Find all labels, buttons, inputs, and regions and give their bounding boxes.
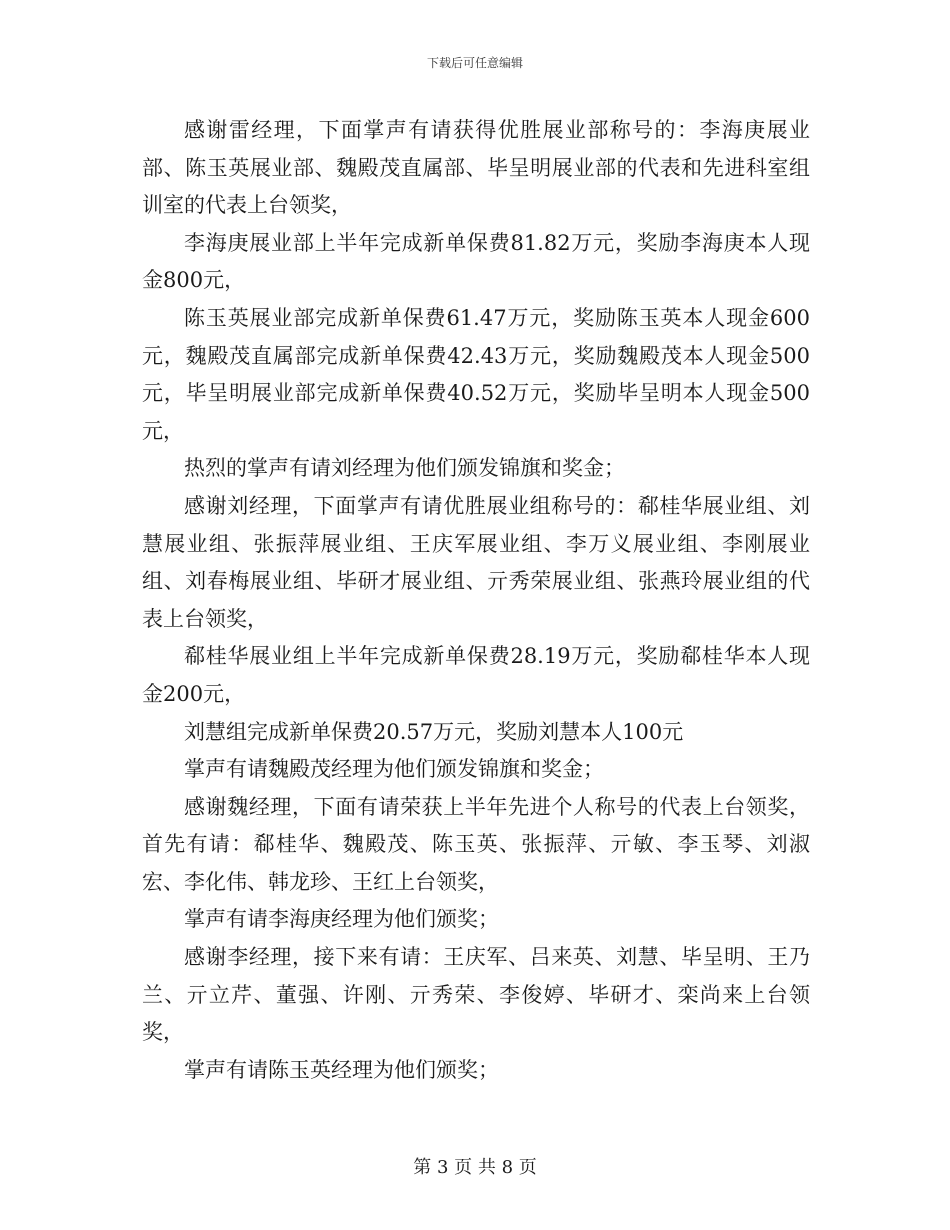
paragraph: 热烈的掌声有请刘经理为他们颁发锦旗和奖金；	[184, 456, 625, 481]
page-number-footer: 第 3 页 共 8 页	[413, 1157, 537, 1178]
page-header-note: 下载后可任意编辑	[426, 56, 523, 70]
paragraph: 感谢刘经理，下面掌声有请优胜展业组称号的：郗桂华展业组、刘慧展业组、张振萍展业组、王庆军展业组、李万义展业组、李刚展业组、刘春梅展业组、毕研才展业组、亓秀荣展业组、张燕玲展业组的代表上台领奖，	[142, 493, 810, 631]
paragraph: 掌声有请魏殿茂经理为他们颁发锦旗和奖金；	[184, 757, 604, 782]
paragraph: 陈玉英展业部完成新单保费61.47万元，奖励陈玉英本人现金600元，魏殿茂直属部完成新单保费42.43万元，奖励魏殿茂本人现金500元，毕呈明展业部完成新单保费40.52万元，奖励毕呈明本人现金500元，	[142, 305, 810, 443]
paragraph: 感谢雷经理，下面掌声有请获得优胜展业部称号的：李海庚展业部、陈玉英展业部、魏殿茂直属部、毕呈明展业部的代表和先进科室组训室的代表上台领奖，	[142, 118, 810, 218]
paragraph: 郗桂华展业组上半年完成新单保费28.19万元，奖励郗桂华本人现金200元，	[142, 644, 810, 706]
paragraph: 李海庚展业部上半年完成新单保费81.82万元，奖励李海庚本人现金800元，	[142, 230, 810, 293]
paragraph: 掌声有请李海庚经理为他们颁奖；	[184, 907, 499, 932]
paragraph: 感谢李经理，接下来有请：王庆军、吕来英、刘慧、毕呈明、王乃兰、亓立芹、董强、许刚、亓秀荣、李俊婷、毕研才、栾尚来上台领奖，	[142, 945, 810, 1045]
paragraph: 感谢魏经理，下面有请荣获上半年先进个人称号的代表上台领奖，首先有请：郗桂华、魏殿茂、陈玉英、张振萍、亓敏、李玉琴、刘淑宏、李化伟、韩龙珍、王红上台领奖，	[142, 794, 810, 894]
document-body	[142, 112, 810, 1089]
paragraph: 刘慧组完成新单保费20.57万元，奖励刘慧本人100元	[184, 719, 684, 744]
paragraph: 掌声有请陈玉英经理为他们颁奖；	[184, 1057, 499, 1082]
